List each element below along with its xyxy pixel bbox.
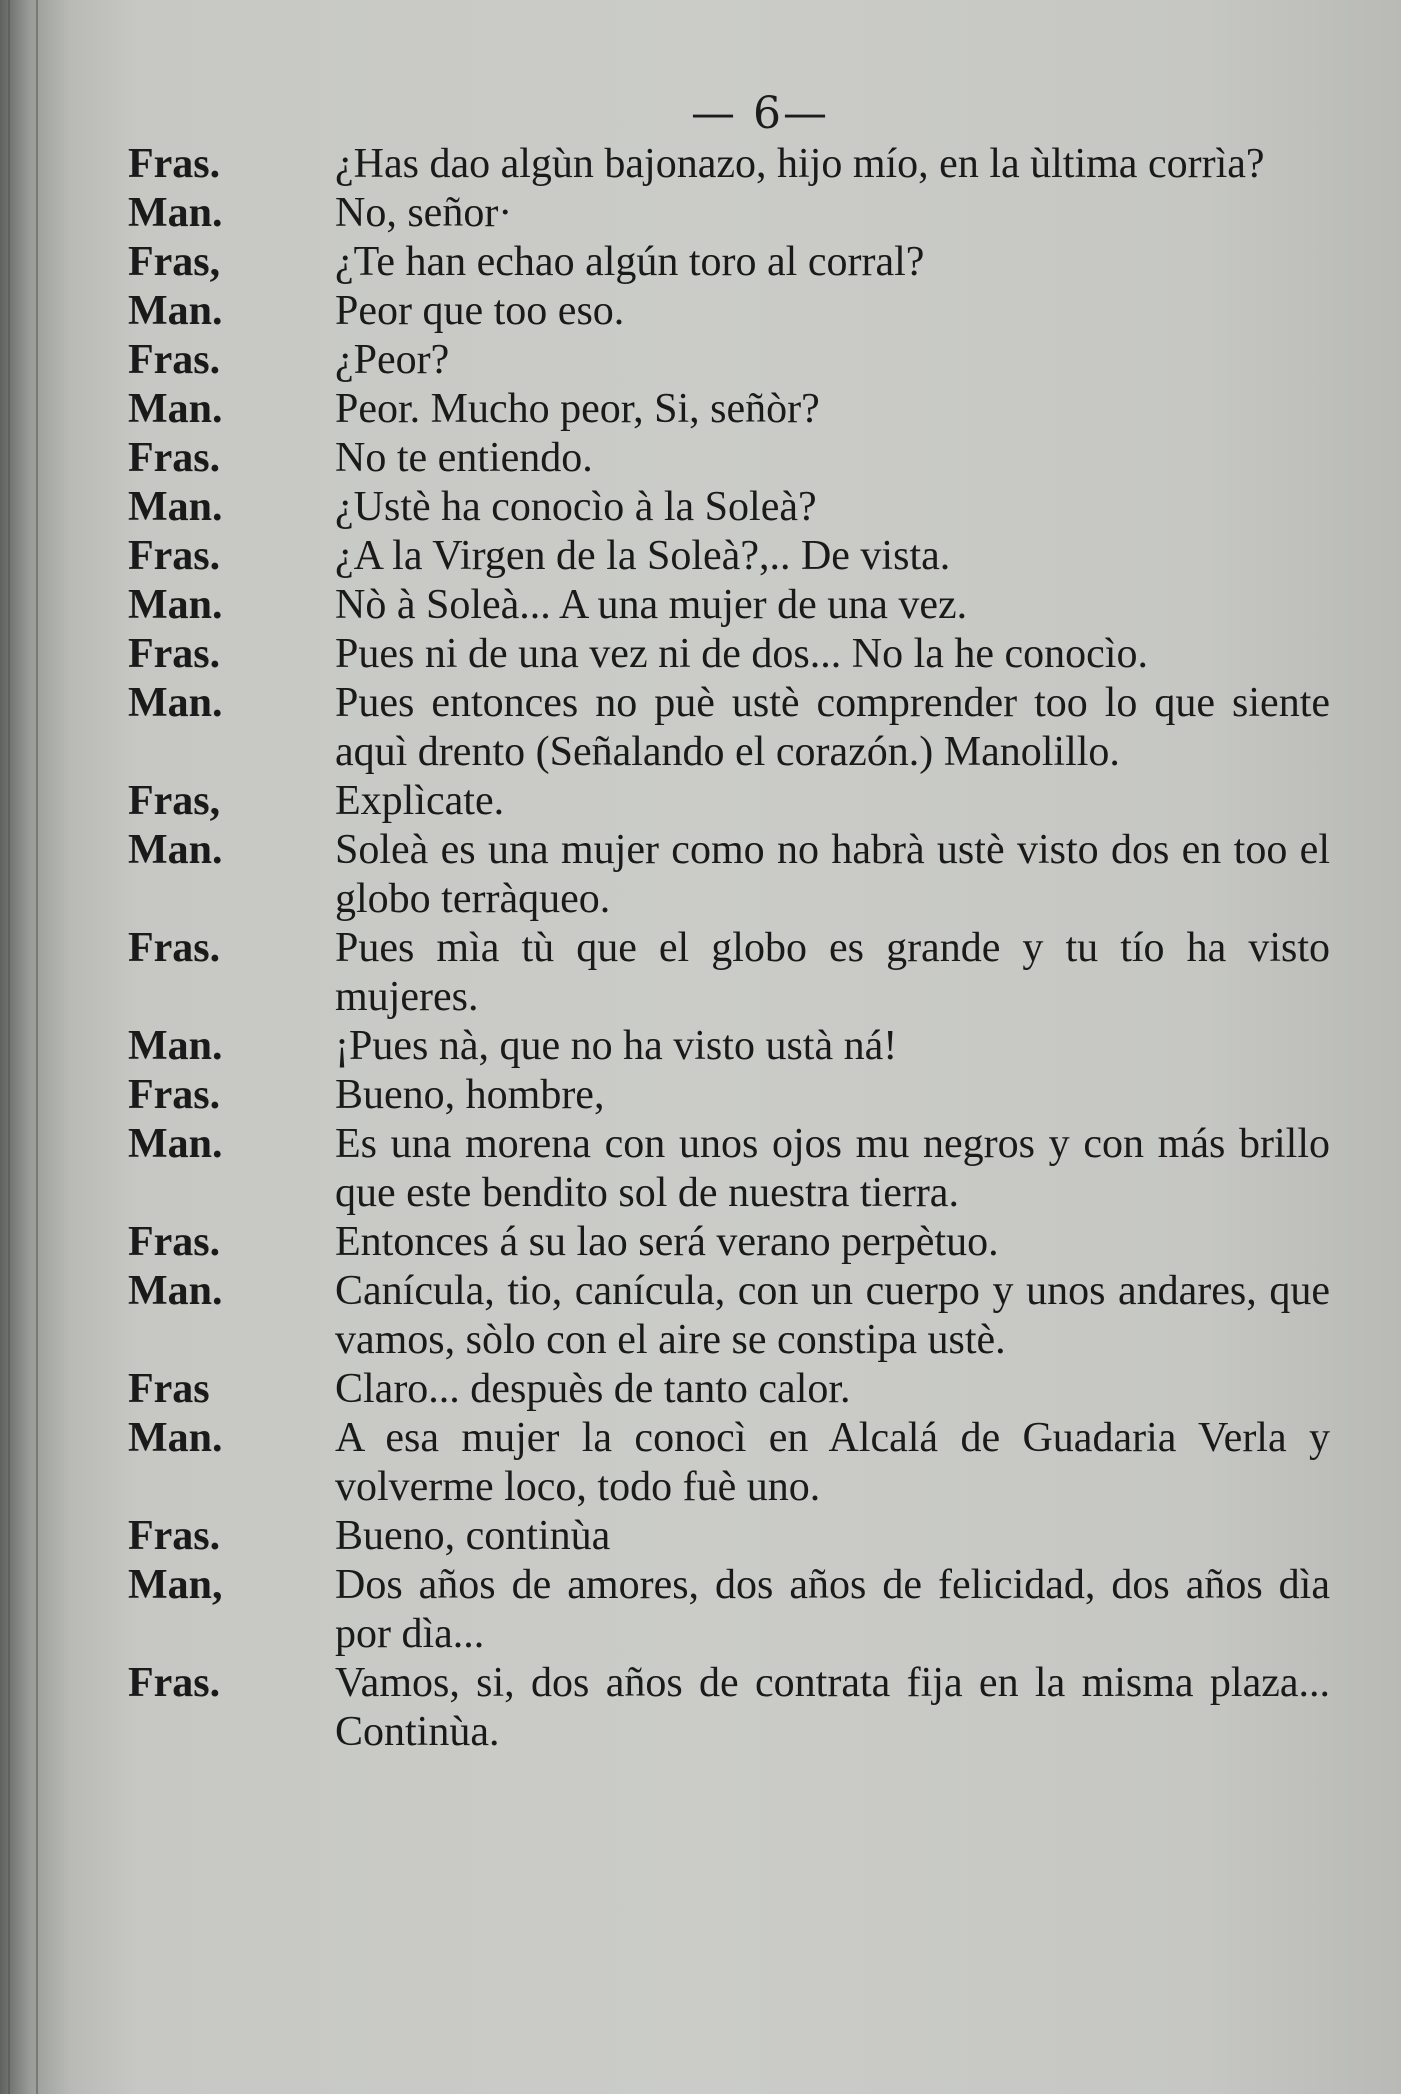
dialogue-entry [100,1267,1350,1365]
speech-text: Peor. Mucho peor, Si, señòr? [335,386,820,432]
speaker-name: Fras. [128,1219,221,1265]
dialogue-entry [100,287,1350,336]
speech-text: Nò à Soleà... A una mujer de una vez. [335,582,968,628]
speaker-name: Man. [128,582,223,628]
speaker-name: Man. [128,288,223,334]
dialogue-entry [100,924,1350,1022]
gutter-line [36,0,38,2094]
speech-text: ¿Ustè ha conocìo à la Soleà? [335,484,817,530]
speech-text: Claro... despuès de tanto calor. [335,1366,851,1412]
speaker-name: Man. [128,1268,223,1314]
speech-text: Dos años de amores, dos años de felicidad, dos años dìa por dìa... [335,1562,1330,1657]
speech-text: Es una morena con unos ojos mu negros y con más brillo que este bendito sol de nuestra tierra. [335,1121,1330,1216]
dialogue-entry [100,434,1350,483]
dialogue-entry [100,1561,1350,1659]
dialogue-entry [100,1218,1350,1267]
speaker-name: Fras. [128,533,221,579]
speech-text: Pues entonces no puè ustè comprender too lo que siente aquì drento (Señalando el corazón.) Manolillo. [335,680,1330,775]
speech-text: Pues mìa tù que el globo es grande y tu tío ha visto mujeres. [335,925,1330,1020]
speaker-name: Fras, [128,778,221,824]
dialogue-entry [100,777,1350,826]
speaker-name: Man. [128,1121,223,1167]
speaker-name: Fras. [128,925,221,971]
speech-text: Soleà es una mujer como no habrà ustè visto dos en too el globo terràqueo. [335,827,1330,922]
speech-text: ¿Peor? [335,337,450,383]
speaker-name: Man. [128,484,223,530]
speaker-name: Fras [128,1366,210,1412]
speech-text: Vamos, si, dos años de contrata fija en la misma plaza... Continùa. [335,1660,1330,1755]
speaker-name: Fras, [128,239,221,285]
speaker-name: Man. [128,386,223,432]
speaker-name: Man. [128,190,223,236]
dialogue-entry [100,1414,1350,1512]
dialogue-entry [100,238,1350,287]
gutter-shadow [8,0,10,2094]
dialogue-entry [100,189,1350,238]
speech-text: Peor que too eso. [335,288,625,334]
speaker-name: Fras. [128,141,221,187]
speech-text: Bueno, hombre, [335,1072,605,1118]
dialogue-entry [100,385,1350,434]
speech-text: ¿A la Virgen de la Soleà?,.. De vista. [335,533,951,579]
speech-text: No, señor· [335,190,513,236]
dialogue-entry [100,1120,1350,1218]
dialogue-entry [100,679,1350,777]
dialogue-entry [100,336,1350,385]
speaker-name: Fras. [128,631,221,677]
dialogue-entry [100,1022,1350,1071]
speech-text: Pues ni de una vez ni de dos... No la he conocìo. [335,631,1148,677]
speaker-name: Fras. [128,435,221,481]
dialogue-entry [100,581,1350,630]
dialogue-entry [100,1659,1350,1757]
dialogue-entry [100,140,1350,189]
speech-text: Entonces á su lao será verano perpètuo. [335,1219,999,1265]
speech-text: A esa mujer la conocì en Alcalá de Guadaria Verla y volverme loco, todo fuè uno. [335,1415,1330,1510]
speaker-name: Fras. [128,1513,221,1559]
speech-text: ¿Has dao algùn bajonazo, hijo mío, en la ùltima corrìa? [335,141,1265,187]
dialogue-entry [100,1365,1350,1414]
dialogue-entry [100,630,1350,679]
speaker-name: Man. [128,827,223,873]
dialogue-text [100,140,1350,1757]
speech-text: Bueno, continùa [335,1513,611,1559]
page-number: — 6— [691,88,829,139]
speaker-name: Fras. [128,1072,221,1118]
speech-text: Explìcate. [335,778,505,824]
speech-text: ¡Pues nà, que no ha visto ustà ná! [335,1023,898,1069]
speaker-name: Fras. [128,337,221,383]
dialogue-entry [100,483,1350,532]
dialogue-entry [100,1071,1350,1120]
dialogue-entry [100,1512,1350,1561]
speech-text: No te entiendo. [335,435,593,481]
speaker-name: Man, [128,1562,223,1608]
dialogue-entry [100,532,1350,581]
speech-text: Canícula, tio, canícula, con un cuerpo y unos andares, que vamos, sòlo con el aire se constipa ustè. [335,1268,1330,1363]
speech-text: ¿Te han echao algún toro al corral? [335,239,925,285]
speaker-name: Man. [128,1415,223,1461]
speaker-name: Man. [128,1023,223,1069]
speaker-name: Fras. [128,1660,221,1706]
speaker-name: Man. [128,680,223,726]
dialogue-entry [100,826,1350,924]
